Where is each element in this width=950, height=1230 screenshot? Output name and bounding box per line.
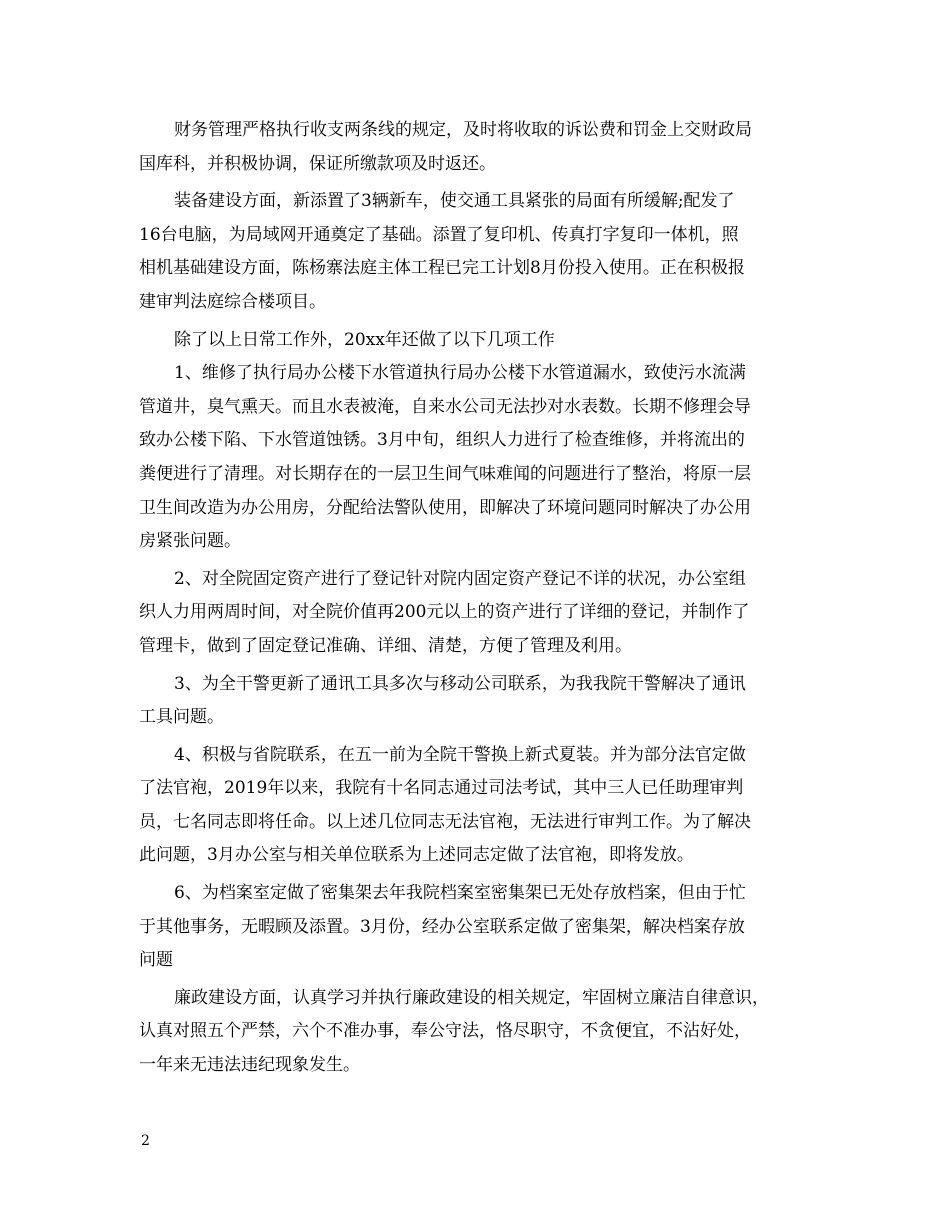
text-line: 4、积极与省院联系，在五一前为全院干警换上新式夏装。并为部分法官定做: [174, 744, 746, 765]
text-line: 问题: [139, 950, 173, 971]
text-line: 2、对全院固定资产进行了登记针对院内固定资产登记不详的状况，办公室组: [174, 568, 746, 589]
text-line: 织人力用两周时间，对全院价值再200元以上的资产进行了详细的登记，并制作了: [139, 602, 750, 623]
text-line: 建审判法庭综合楼项目。: [139, 291, 326, 312]
text-line: 卫生间改造为办公用房，分配给法警队使用，即解决了环境问题同时解决了办公用: [139, 497, 751, 518]
text-line: 于其他事务，无暇顾及添置。3月份，经办公室联系定做了密集架，解决档案存放: [139, 916, 745, 937]
text-line: 员，七名同志即将任命。以上述几位同志无法官袍，无法进行审判工作。为了解决: [139, 811, 751, 832]
text-line: 相机基础建设方面，陈杨寨法庭主体工程已完工计划8月份投入使用。正在积极报: [139, 258, 745, 279]
text-line: 工具问题。: [139, 707, 224, 728]
text-line: 粪便进行了清理。对长期存在的一层卫生间气味难闻的问题进行了整治，将原一层: [139, 463, 751, 484]
text-line: 财务管理严格执行收支两条线的规定，及时将收取的诉讼费和罚金上交财政局: [174, 120, 752, 140]
text-line: 一年来无违法违纪现象发生。: [139, 1055, 360, 1076]
text-line: 1、维修了执行局办公楼下水管道执行局办公楼下水管道漏水，致使污水流满: [174, 363, 746, 384]
text-line: 致办公楼下陷、下水管道蚀锈。3月中旬，组织人力进行了检查维修，并将流出的: [139, 430, 745, 451]
text-line: 廉政建设方面，认真学习并执行廉政建设的相关规定，牢固树立廉洁自律意识，: [174, 987, 769, 1008]
text-line: 除了以上日常工作外，20xx年还做了以下几项工作: [174, 329, 555, 350]
document-body: [139, 114, 820, 1083]
text-line: 装备建设方面，新添置了3辆新车，使交通工具紧张的局面有所缓解;配发了: [174, 191, 735, 212]
text-line: 认真对照五个严禁，六个不准办事，奉公守法，恪尽职守，不贪便宜，不沾好处，: [139, 1021, 751, 1042]
text-line: 管理卡，做到了固定登记准确、详细、清楚，方便了管理及利用。: [139, 635, 632, 656]
text-line: 房紧张问题。: [139, 531, 241, 552]
text-line: 6、为档案室定做了密集架去年我院档案室密集架已无处存放档案，但由于忙: [174, 883, 746, 904]
text-line: 3、为全干警更新了通讯工具多次与移动公司联系，为我我院干警解决了通讯: [174, 673, 746, 694]
text-line: 16台电脑，为局域网开通奠定了基础。添置了复印机、传真打字复印一体机，照: [139, 224, 739, 245]
text-line: 了法官袍，2019年以来，我院有十名同志通过司法考试，其中三人已任助理审判: [139, 778, 744, 799]
text-line: 国库科，并积极协调，保证所缴款项及时返还。: [139, 153, 496, 174]
page-number: 2: [141, 1133, 150, 1149]
text-line: 此问题，3月办公室与相关单位联系为上述同志定做了法官袍，即将发放。: [139, 845, 694, 866]
text-line: 管道井，臭气熏天。而且水表被淹，自来水公司无法抄对水表数。长期不修理会导: [139, 396, 751, 417]
